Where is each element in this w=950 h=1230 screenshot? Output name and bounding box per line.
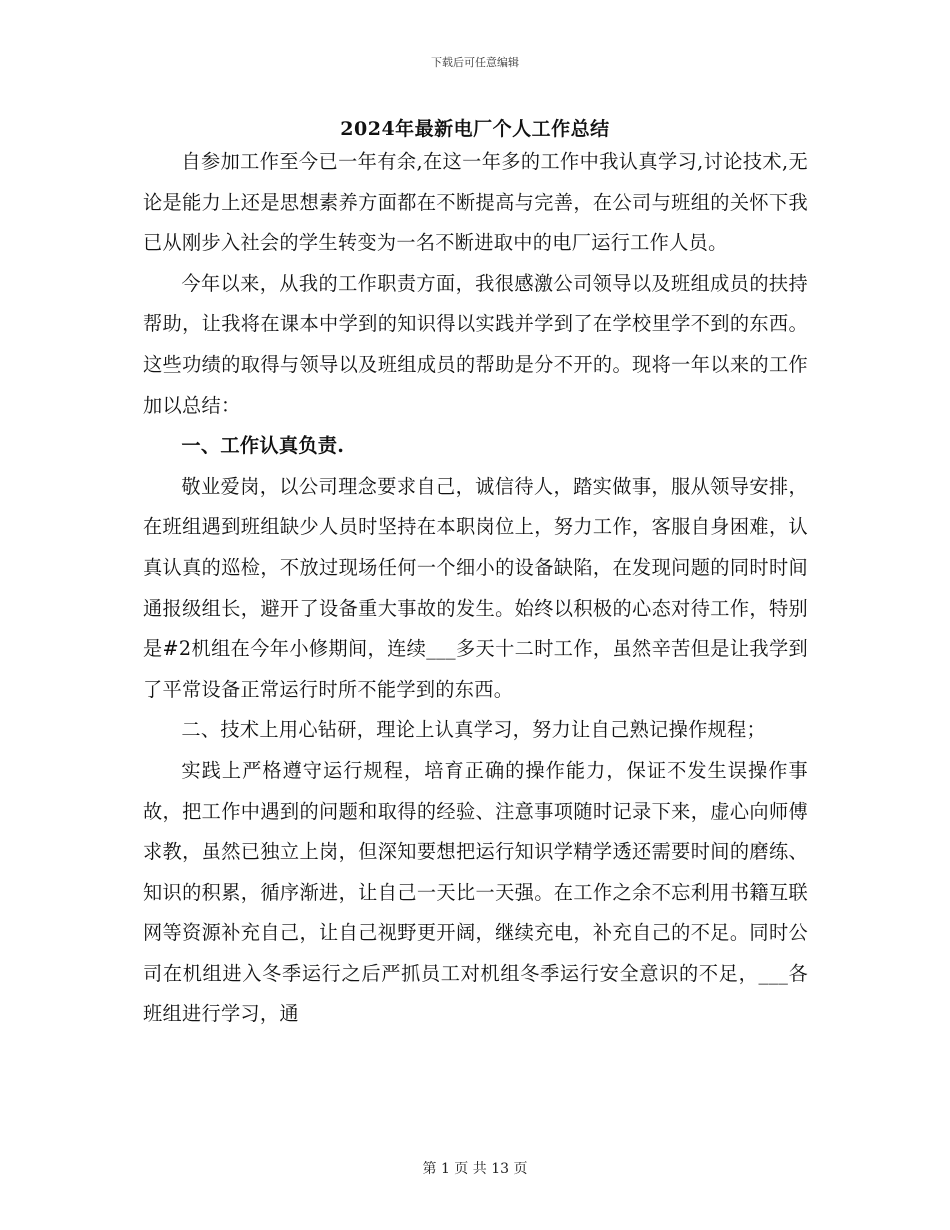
page-number: 第 1 页 共 13 页 xyxy=(422,1161,528,1177)
page-header: 下载后可任意编辑 xyxy=(431,56,519,69)
paragraph-responsibility: 敬业爱岗，以公司理念要求自己，诚信待人，踏实做事，服从领导安排，在班组遇到班组缺少人员时坚持在本职岗位上，努力工作，客服自身困难，认真认真的巡检，不放过现场任何一个细小的设备缺陷，在发现问题的同时时间通报级组长，避开了设备重大事故的发生。始终以积极的心态对待工作，特别是#2机组在今年小修期间，连续___多天十二时工作，虽然辛苦但是让我学到了平常设备正常运行时所不能学到的东西。 xyxy=(143,474,808,701)
section-heading-1: 一、工作认真负责. xyxy=(181,434,345,458)
paragraph-practice: 实践上严格遵守运行规程，培育正确的操作能力，保证不发生误操作事故，把工作中遇到的问题和取得的经验、注意事项随时记录下来，虚心向师傅求教，虽然已独立上岗，但深知要想把运行知识学精学透还需要时间的磨练、知识的积累，循序渐进，让自己一天比一天强。在工作之余不忘利用书籍互联网等资源补充自己，让自己视野更开阔，继续充电，补充自己的不足。同时公司在机组进入冬季运行之后严抓员工对机组冬季运行安全意识的不足，___各班组进行学习，通 xyxy=(143,758,808,1026)
section-heading-2: 二、技术上用心钻研，理论上认真学习，努力让自己熟记操作规程； xyxy=(181,718,767,742)
paragraph-thanks: 今年以来，从我的工作职责方面，我很感激公司领导以及班组成员的扶持帮助，让我将在课本中学到的知识得以实践并学到了在学校里学不到的东西。这些功绩的取得与领导以及班组成员的帮助是分不开的。现将一年以来的工作加以总结： xyxy=(143,271,808,417)
document-title: 2024年最新电厂个人工作总结 xyxy=(340,118,610,140)
document-body xyxy=(143,142,808,1035)
paragraph-intro: 自参加工作至今已一年有余,在这一年多的工作中我认真学习,讨论技术,无论是能力上还是思想素养方面都在不断提高与完善，在公司与班组的关怀下我已从刚步入社会的学生转变为一名不断进取中的电厂运行工作人员。 xyxy=(143,150,808,255)
